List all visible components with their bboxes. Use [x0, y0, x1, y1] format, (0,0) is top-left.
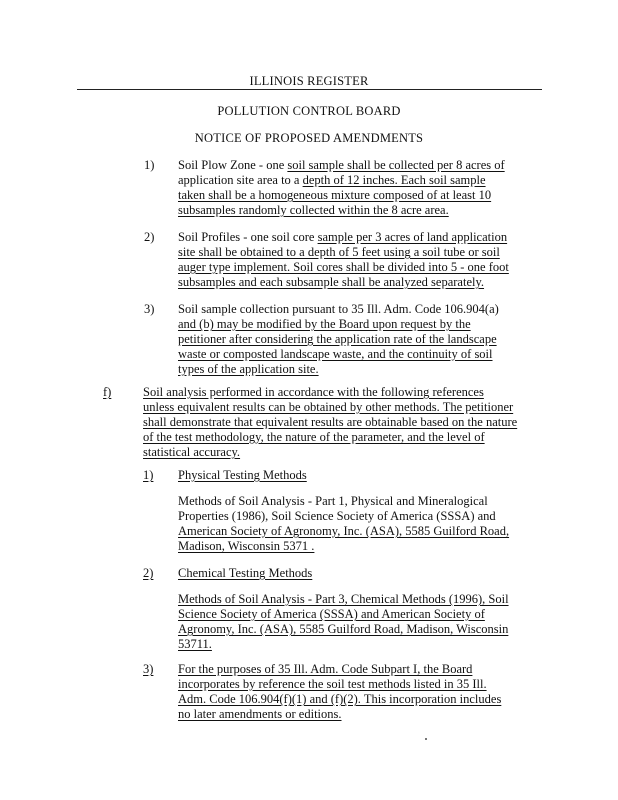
board-header: POLLUTION CONTROL BOARD — [217, 104, 401, 118]
section-f-label: f) — [103, 385, 112, 399]
item-number-1: 1) — [144, 158, 155, 172]
sub-item-heading-2: Chemical Testing Methods — [178, 566, 313, 580]
text-run: sample per 3 acres of land application — [317, 230, 508, 244]
text-run: and (b) may be modified by the Board upon request by the — [178, 317, 471, 331]
notice-header: NOTICE OF PROPOSED AMENDMENTS — [194, 131, 424, 145]
text-run: Science Society of America (SSSA) and American Society of — [178, 607, 485, 621]
text-run: shall demonstrate that equivalent results are obtainable based on the nature — [143, 415, 518, 429]
sub-item-3-line — [178, 677, 487, 691]
text-run: application site area to a — [178, 173, 303, 187]
item-3-line — [178, 302, 499, 316]
item-1-line — [178, 203, 449, 217]
text-run: auger type implement. Soil cores shall be divided into 5 - one foot — [178, 260, 509, 274]
text-run: incorporates by reference the soil test methods listed in 35 Ill. — [178, 677, 487, 691]
text-run: Soil Profiles - one soil core — [178, 230, 318, 244]
text-run: Soil sample collection pursuant to 35 Ill. Adm. Code 106.904(a) — [178, 302, 499, 316]
item-3-line — [178, 332, 497, 346]
sub-item-2-line — [178, 622, 508, 636]
sub-item-1-line — [178, 494, 488, 508]
stray-mark — [425, 738, 427, 740]
register-header: ILLINOIS REGISTER — [249, 74, 369, 88]
sub-item-3-line — [178, 692, 501, 706]
text-run: waste or composted landscape waste, and the continuity of soil — [178, 347, 493, 361]
text-run: depth of 12 inches. Each soil sample — [302, 173, 486, 187]
item-3-line — [178, 362, 319, 376]
text-run: subsamples and each subsample shall be analyzed separately. — [178, 275, 485, 289]
item-2-line — [178, 275, 484, 289]
text-run: petitioner after considering the application rate of the landscape — [178, 332, 497, 346]
text-run: statistical accuracy. — [143, 445, 241, 459]
text-run: Agronomy, Inc. (ASA), 5585 Guilford Road, Madison, Wisconsin — [178, 622, 509, 636]
sub-item-1-line — [178, 509, 496, 523]
text-run: site shall be obtained to a depth of 5 feet using a soil tube or soil — [178, 245, 500, 259]
text-run: Soil analysis performed in accordance with the following references — [143, 385, 484, 399]
section-f-line — [143, 400, 513, 414]
item-number-2: 2) — [144, 230, 155, 244]
header-rule — [77, 89, 542, 90]
item-1-line — [178, 188, 491, 202]
text-run: soil sample shall be collected per 8 acres of — [287, 158, 505, 172]
text-run: unless equivalent results can be obtained by other methods. The petitioner — [143, 400, 514, 414]
sub-item-number-3: 3) — [143, 662, 154, 676]
item-1-line — [178, 173, 486, 187]
sub-item-number-2: 2) — [143, 566, 154, 580]
text-run: Adm. Code 106.904(f)(1) and (f)(2). This incorporation includes — [178, 692, 502, 706]
sub-item-1-line — [178, 539, 314, 553]
text-run: Properties (1986), Soil Science Society of America (SSSA) and — [178, 509, 496, 523]
item-3-line — [178, 347, 493, 361]
text-run: For the purposes of 35 Ill. Adm. Code Subpart I, the Board — [178, 662, 473, 676]
text-run: Soil Plow Zone - one — [178, 158, 288, 172]
section-f-line — [143, 415, 517, 429]
section-f-line — [143, 430, 485, 444]
sub-item-2-line — [178, 592, 509, 606]
text-run: of the test methodology, the nature of the parameter, and the level of — [143, 430, 485, 444]
text-run: 53711. — [178, 637, 212, 651]
item-2-line — [178, 230, 507, 244]
sub-item-heading-1: Physical Testing Methods — [178, 468, 307, 482]
sub-item-3-line — [178, 707, 342, 721]
text-run: subsamples randomly collected within the 8 acre area. — [178, 203, 449, 217]
text-run: no later amendments or editions. — [178, 707, 342, 721]
item-1-line — [178, 158, 505, 172]
text-run: types of the application site. — [178, 362, 319, 376]
item-number-3: 3) — [144, 302, 155, 316]
section-f-line — [143, 385, 484, 399]
text-run: Methods of Soil Analysis - Part 3, Chemical Methods (1996), Soil — [178, 592, 509, 606]
sub-item-3-line — [178, 662, 472, 676]
text-run: Madison, Wisconsin 5371 . — [178, 539, 315, 553]
text-run: American Society of Agronomy, Inc. (ASA), 5585 Guilford Road, — [178, 524, 510, 538]
sub-item-2-line — [178, 607, 485, 621]
sub-item-1-line — [178, 524, 509, 538]
sub-item-number-1: 1) — [143, 468, 154, 482]
item-2-line — [178, 245, 500, 259]
item-2-line — [178, 260, 509, 274]
section-f-line — [143, 445, 240, 459]
sub-item-2-line — [178, 637, 212, 651]
text-run: taken shall be a homogeneous mixture composed of at least 10 — [178, 188, 492, 202]
text-run: Methods of Soil Analysis - Part 1, Physical and Mineralogical — [178, 494, 488, 508]
item-3-line — [178, 317, 471, 331]
